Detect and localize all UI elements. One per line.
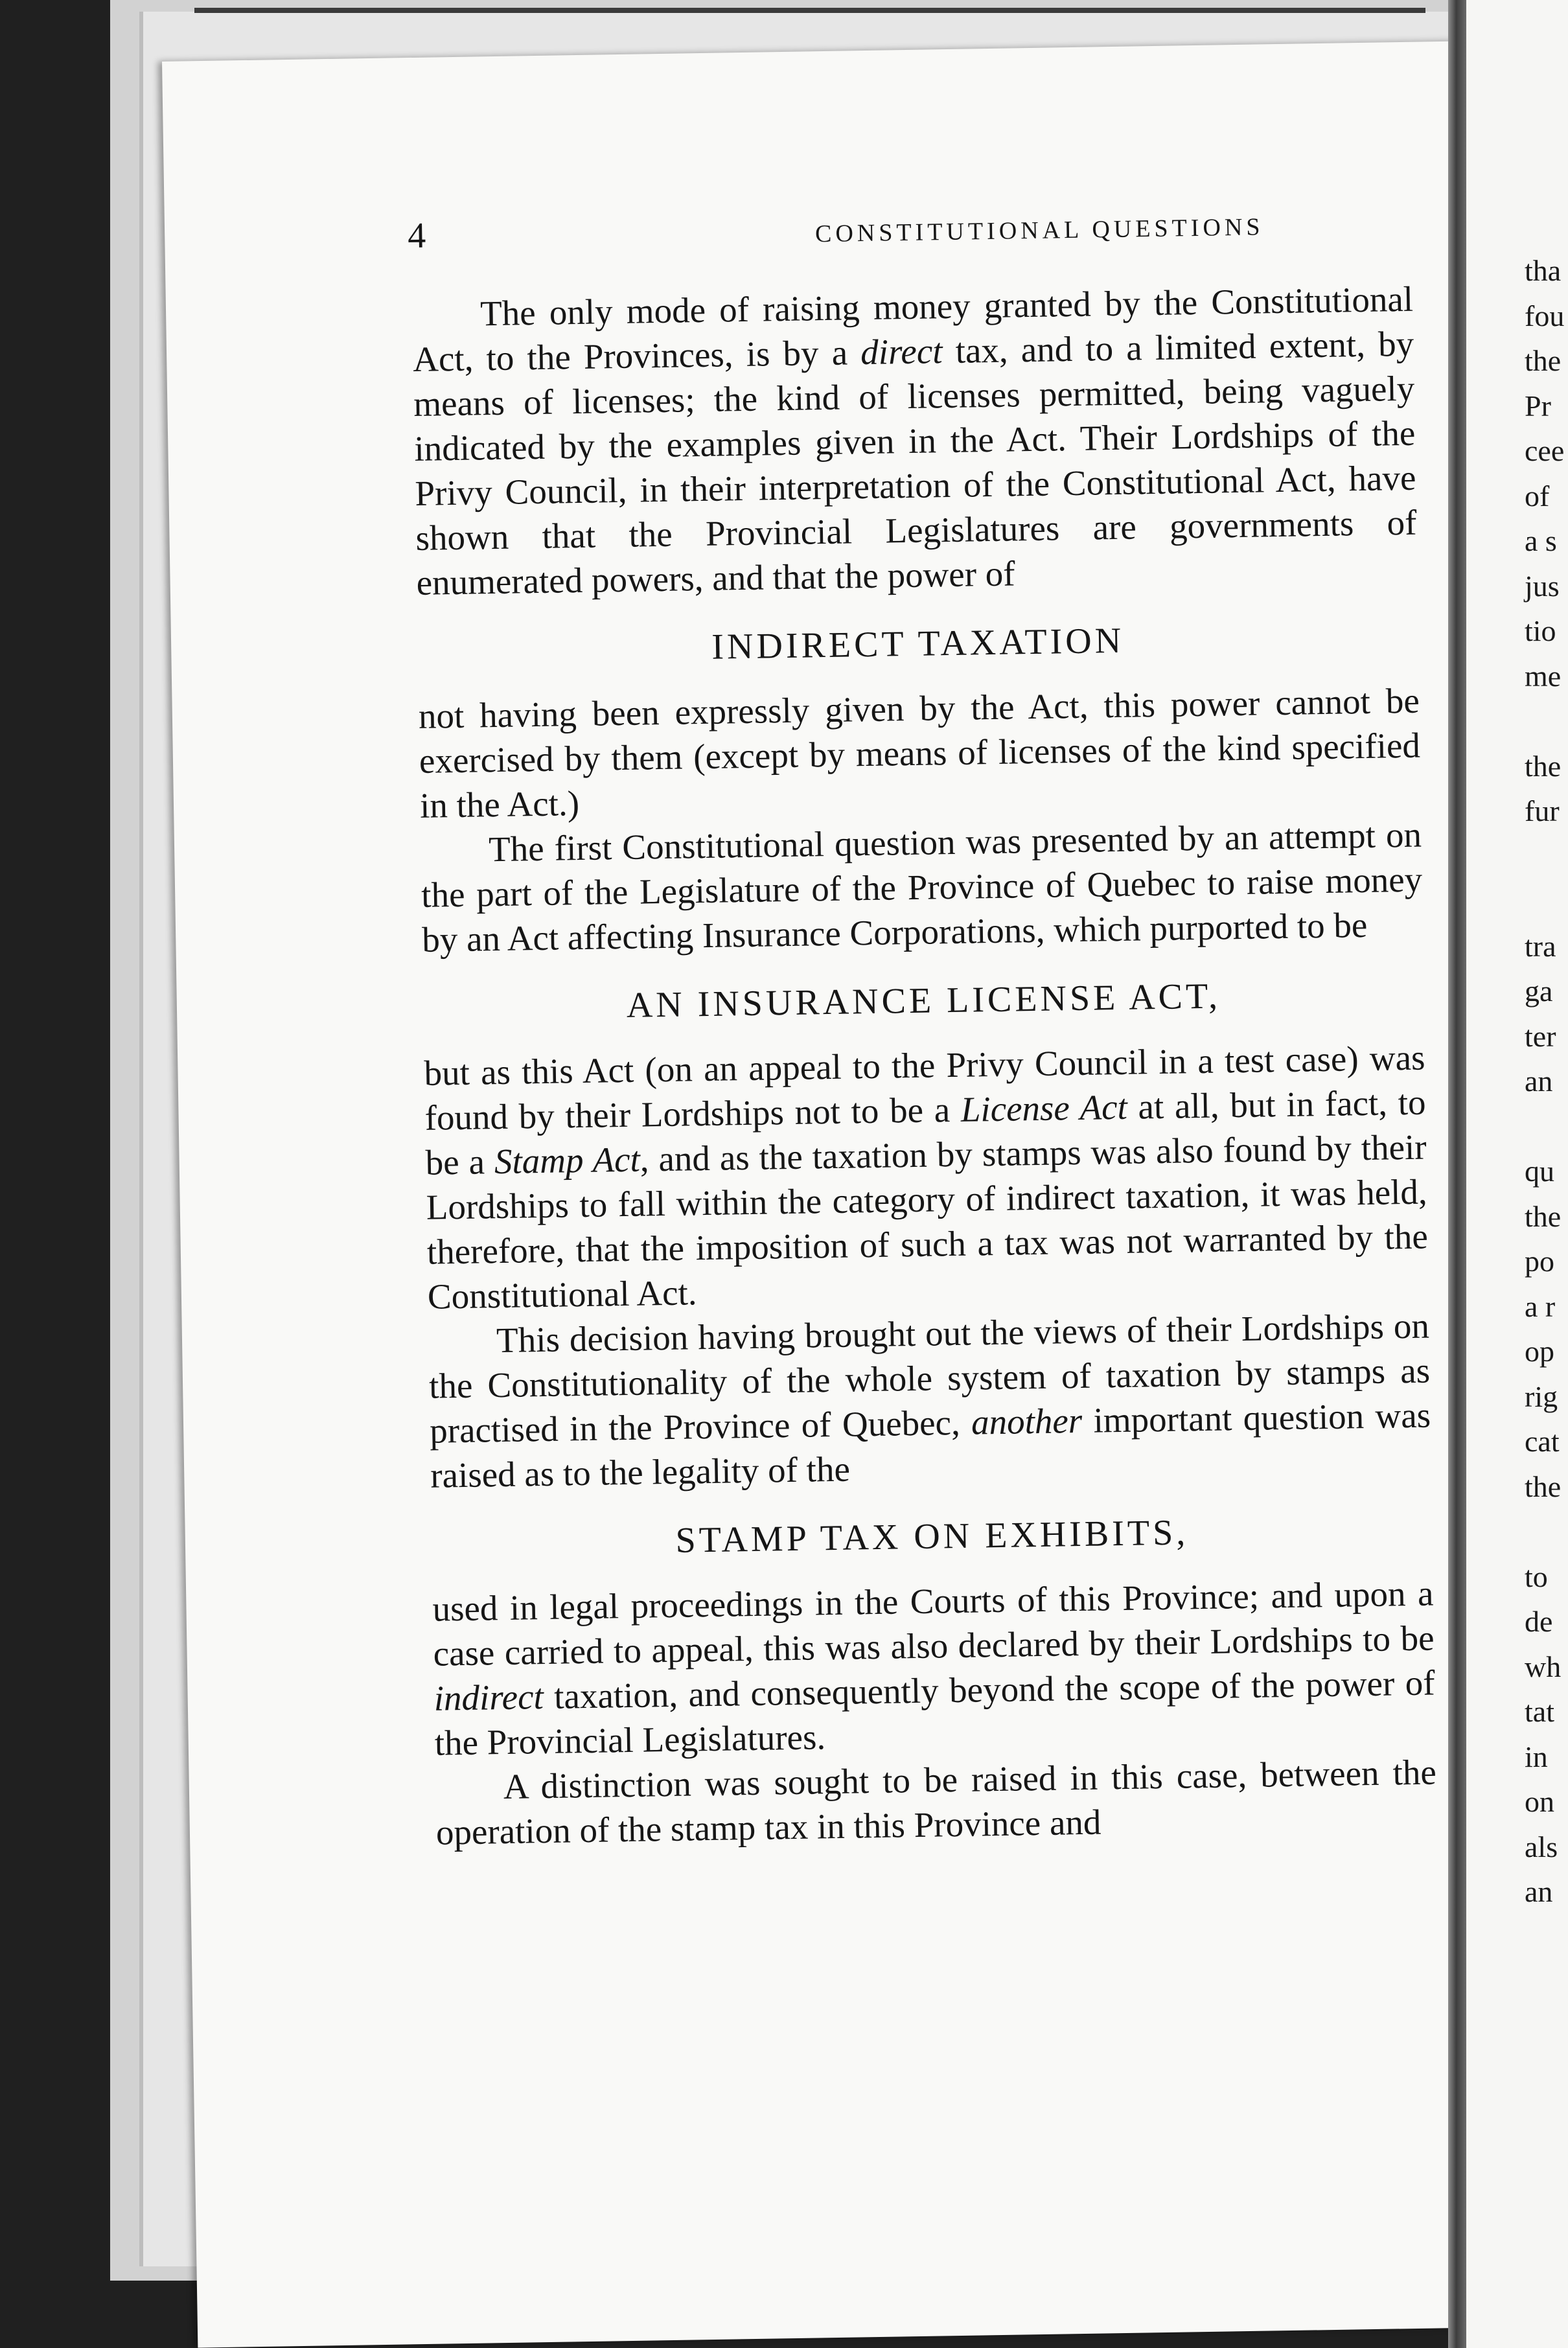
facing-page-fragment: a s [1525, 524, 1557, 557]
italic-phrase: indirect [433, 1677, 544, 1718]
running-head: CONSTITUTIONAL QUESTIONS [814, 213, 1264, 248]
facing-page-fragment: on [1525, 1785, 1554, 1818]
text-run: but as this Act (on an appeal to the Privy Council in a test case) was found by their Lordships not to be a [424, 1037, 1425, 1138]
top-edge [194, 8, 1425, 13]
facing-page-fragment: po [1525, 1245, 1554, 1278]
facing-page-fragment: me [1525, 659, 1562, 693]
text-run: The only mode of raising money granted by the Constitutional Act, to the Provinces, is by a [412, 279, 1414, 379]
facing-page-fragment: cat [1525, 1425, 1560, 1458]
facing-page-fragment: op [1525, 1335, 1554, 1368]
facing-page-fragment: tat [1525, 1695, 1554, 1728]
paragraph [435, 1749, 1437, 1854]
text-run: important question was raised as to the legality of the [430, 1395, 1431, 1495]
facing-page-fragment: an [1525, 1875, 1553, 1908]
facing-page-fragment: ter [1525, 1019, 1556, 1053]
section-heading: INDIRECT TAXATION [711, 620, 1125, 667]
italic-phrase: another [971, 1400, 1083, 1442]
paragraph [428, 1304, 1432, 1498]
facing-page-fragment: of [1525, 479, 1550, 512]
facing-page-fragment: jus [1525, 569, 1560, 603]
facing-page [1466, 0, 1568, 2348]
section-heading: STAMP TAX ON EXHIBITS, [675, 1512, 1189, 1561]
facing-page-fragment: de [1525, 1605, 1553, 1638]
text-run: at all, but in fact, to be a [425, 1082, 1426, 1182]
facing-page-fragment: wh [1525, 1650, 1562, 1683]
text-run: This decision having brought out the views of their Lordships on the Constitutionality of the whole system of taxation by stamps as practised in the Province of Quebec, [428, 1306, 1431, 1451]
paragraph [421, 812, 1424, 962]
paragraph [418, 678, 1421, 828]
facing-page-fragment: a r [1525, 1289, 1556, 1323]
facing-page-fragment: the [1525, 344, 1562, 377]
text-run: used in legal proceedings in the Courts of this Province; and upon a case carried to appeal, this was also declared by their Lordships to be [432, 1573, 1435, 1674]
facing-page-fragment: in [1525, 1740, 1548, 1773]
facing-page-fragment: the [1525, 749, 1562, 783]
facing-page-fragment: cee [1525, 434, 1565, 467]
paragraph [432, 1571, 1436, 1765]
text-run: tax, and to a limited extent, by means of licenses; the kind of licenses permitted, being vaguely indicated by the examples given in the Act. Their Lordships of the Privy Council, in their interpretation of the Constitutional Act, have shown that the Provincial Legislatures are governments of enumerated powers, and that the power of [413, 323, 1417, 603]
facing-page-fragment: rig [1525, 1379, 1558, 1413]
facing-page-fragment: the [1525, 1469, 1562, 1503]
facing-page-fragment: qu [1525, 1155, 1554, 1188]
italic-phrase: direct [860, 331, 943, 373]
page-number: 4 [407, 215, 426, 257]
facing-page-fragment: to [1525, 1560, 1548, 1593]
text-run: The first Constitutional question was presented by an attempt on the part of the Legislature of the Province of Quebec to raise money by an Act affecting Insurance Corporations, which purported to be [421, 814, 1423, 960]
facing-page-fragment: tha [1525, 254, 1562, 287]
italic-phrase: Stamp Act [494, 1139, 641, 1182]
facing-page-fragment: fur [1525, 794, 1560, 827]
text-run: A distinction was sought to be raised in this case, between the operation of the stamp tax in this Province and [435, 1752, 1437, 1852]
text-run: not having been expressly given by the Act, this power cannot be exercised by them (except by means of licenses of the kind specified in the Act.) [418, 680, 1421, 825]
facing-page-fragment: Pr [1525, 389, 1551, 422]
section-heading: AN INSURANCE LICENSE ACT, [626, 976, 1221, 1026]
facing-page-fragment: an [1525, 1065, 1553, 1098]
facing-page-fragment: tra [1525, 929, 1556, 963]
facing-page-fragment: ga [1525, 974, 1553, 1007]
facing-page-fragment: the [1525, 1199, 1562, 1233]
facing-page-fragment: als [1525, 1830, 1558, 1863]
book-page [162, 41, 1519, 2348]
book-spine [1448, 0, 1466, 2348]
text-run: , and as the taxation by stamps was also found by their Lordships to fall within the category of indirect taxation, it was held, therefore, that the imposition of such a tax was not warranted by the Constitutional Act. [426, 1127, 1429, 1317]
text-run: taxation, and consequently beyond the scope of the power of the Provincial Legislatures. [434, 1663, 1436, 1763]
paragraph [424, 1035, 1429, 1319]
italic-phrase: License Act [960, 1087, 1128, 1129]
paragraph [412, 277, 1418, 605]
facing-page-fragment: tio [1525, 614, 1556, 647]
body-text [412, 277, 1438, 1855]
facing-page-fragment: fou [1525, 299, 1565, 332]
